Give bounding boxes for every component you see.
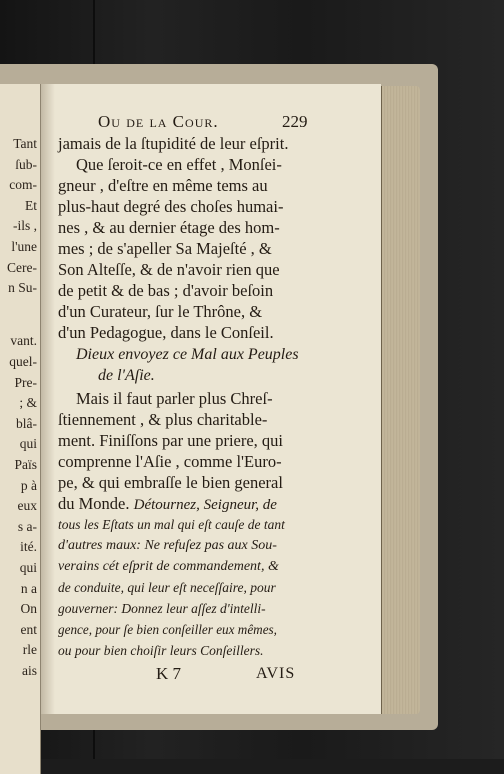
- left-page-fragment: ſub-: [15, 156, 37, 172]
- left-page-fragment: vant.: [10, 333, 37, 349]
- text-line: Mais il faut parler plus Chreſ-: [76, 389, 273, 408]
- left-page-fragment: p à: [20, 477, 37, 493]
- italic-line: de conduite, qui leur eſt neceſſaire, pour: [58, 580, 276, 595]
- text-line: pe, & qui embraſſe le bien general: [58, 473, 283, 492]
- left-facing-page: [0, 84, 41, 774]
- left-page-fragment: ité.: [20, 539, 37, 555]
- left-page-fragment: quel-: [9, 354, 37, 369]
- text-line: nes , & au dernier étage des hom-: [58, 218, 280, 237]
- left-page-fragment: Païs: [14, 457, 37, 472]
- catchword: AVIS: [256, 665, 296, 682]
- text-line: Que ſeroit-ce en effet , Monſei-: [76, 155, 282, 174]
- italic-line: gouverner: Donnez leur aſſez d'intelli-: [58, 601, 266, 616]
- text-line: plus-haut degré des choſes humai-: [58, 197, 284, 216]
- page-number: 229: [282, 112, 308, 131]
- roman-segment: du Monde.: [58, 494, 130, 513]
- left-page-fragment: eux: [17, 498, 37, 514]
- page-fore-edge: [376, 86, 420, 714]
- text-line: ſtiennement , & plus charitable-: [58, 410, 268, 429]
- left-page-fragment: Tant: [13, 136, 37, 151]
- mixed-line: [58, 494, 277, 515]
- left-page-fragment: ais: [22, 663, 37, 678]
- left-page-fragment: ; &: [19, 395, 37, 411]
- left-page-fragment: Et: [25, 197, 37, 213]
- text-line: ment. Finiſſons par une priere, qui: [58, 431, 283, 450]
- left-page-fragment: -ils ,: [12, 218, 37, 234]
- text-line: gneur , d'eſtre en même tems au: [58, 176, 268, 195]
- italic-line: d'autres maux: Ne refuſez pas aux Sou-: [58, 538, 277, 553]
- left-page-fragment: com-: [9, 177, 37, 193]
- text-line: mes ; de s'apeller Sa Majeſté , &: [58, 239, 272, 258]
- italic-line: ou pour bien choiſir leurs Conſeillers.: [58, 643, 264, 658]
- signature-mark: K 7: [156, 664, 182, 683]
- left-page-fragment: qui: [19, 436, 37, 452]
- running-title: Ou de la Cour.: [98, 112, 219, 131]
- running-head: [98, 112, 219, 132]
- left-page-fragment: qui: [19, 560, 37, 575]
- text-line: jamais de la ſtupidité de leur eſprit.: [58, 134, 289, 153]
- text-line: de petit & de bas ; d'avoir beſoin: [58, 281, 274, 300]
- italic-line: gence, pour ſe bien conſeiller eux mêmes,: [58, 622, 277, 637]
- left-page-fragment: n Su-: [8, 280, 37, 296]
- left-page-fragment: blâ-: [16, 415, 37, 431]
- left-page-fragment: Cere-: [7, 259, 37, 275]
- text-line: Son Alteſſe, & de n'avoir rien que: [58, 260, 280, 279]
- italic-line: verains cét eſprit de commandement, &: [58, 559, 279, 574]
- italic-line: tous les Eſtats un mal qui eſt cauſe de tant: [58, 517, 285, 532]
- left-page-fragment: ent: [20, 621, 37, 637]
- left-page-fragment: n a: [20, 580, 37, 596]
- left-page-fragment: rle: [22, 642, 37, 658]
- left-page-fragment: On: [20, 601, 37, 617]
- prayer-line: de l'Aſie.: [98, 367, 155, 384]
- text-line: comprenne l'Aſie , comme l'Euro-: [58, 452, 282, 471]
- text-line: d'un Pedagogue, dans le Conſeil.: [58, 323, 274, 342]
- left-page-fragment: Pre-: [14, 374, 37, 390]
- gutter-shadow: [41, 84, 55, 714]
- text-line: d'un Curateur, ſur le Thrône, &: [58, 302, 263, 321]
- left-page-fragment: s a-: [17, 518, 37, 534]
- prayer-line: Dieux envoyez ce Mal aux Peuples: [76, 346, 299, 363]
- italic-segment: Détournez, Seigneur, de: [133, 497, 277, 513]
- left-page-fragment: l'une: [11, 239, 37, 254]
